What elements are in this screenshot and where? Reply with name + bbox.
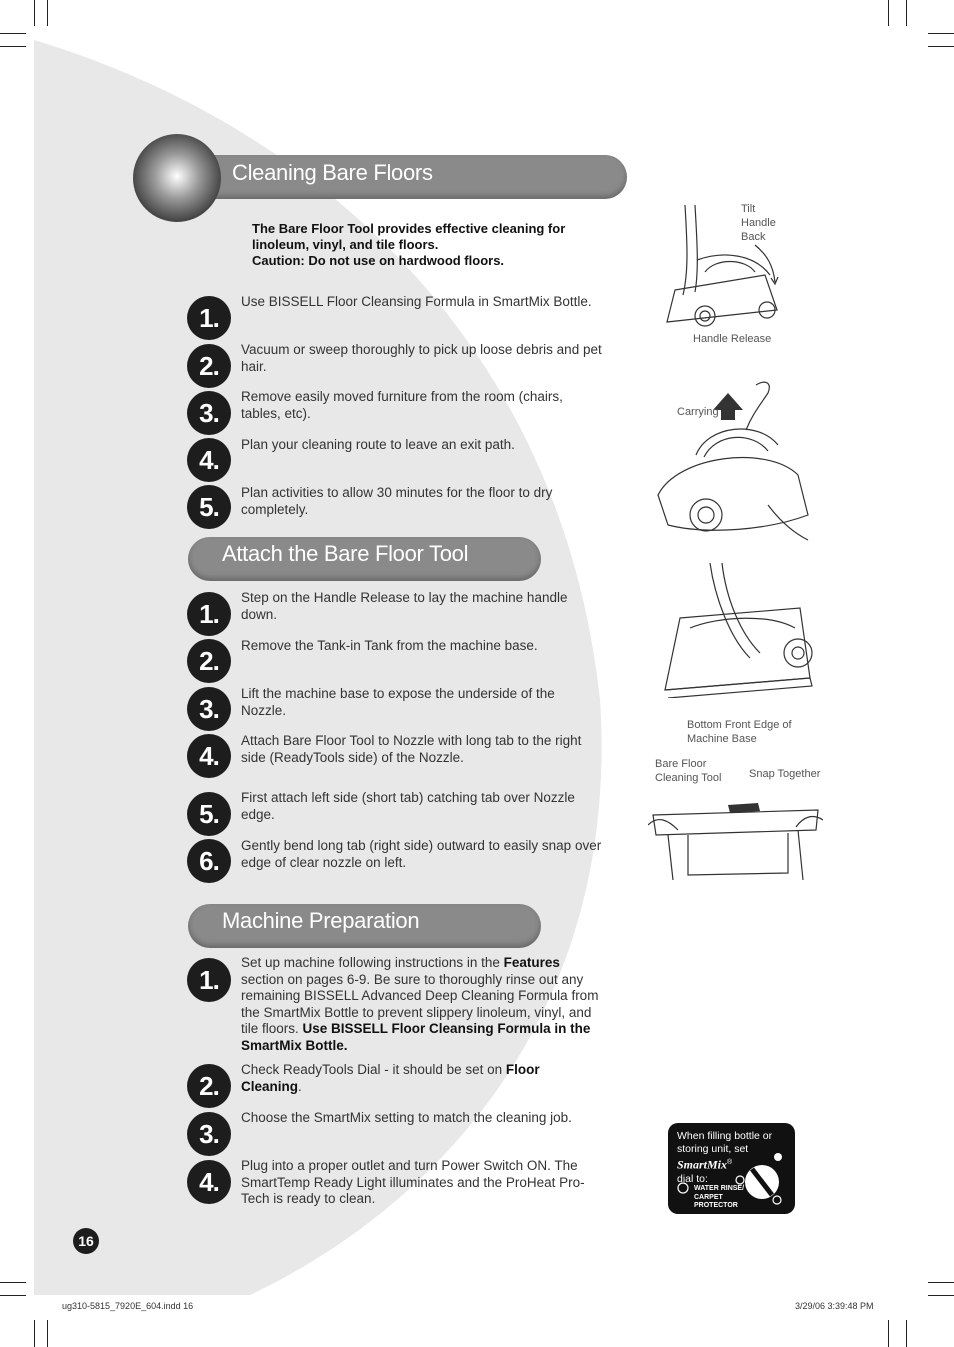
step-text: Plan activities to allow 30 minutes for the floor to dry completely. [241,485,553,517]
figure-label-line: Cleaning Tool [655,772,722,784]
step-text: Vacuum or sweep thoroughly to pick up loose debris and pet hair. [241,342,602,374]
machine-base-illustration [660,558,820,698]
intro-text [252,221,612,269]
figure-label-snap-together: Snap Together [749,768,821,780]
dial-setting-line: PROTECTOR [694,1202,738,1209]
step-number: 4. [187,438,231,482]
step-number: 5. [187,485,231,529]
step-text [241,955,599,1054]
step-text-bold: Use BISSELL Floor Cleansing Formula in the SmartMix Bottle. [241,1021,591,1053]
step-text-bold: Floor Cleaning [241,1062,540,1094]
step-number: 2. [187,344,231,388]
step-text: Gently bend long tab (right side) outward to easily snap over edge of clear nozzle on left. [241,838,602,870]
section-title: Attach the Bare Floor Tool [222,541,469,566]
footer-timestamp: 3/29/06 3:39:48 PM [795,1301,874,1311]
page-number: 16 [73,1228,99,1254]
step-number: 4. [187,1160,231,1204]
step-number: 5. [187,792,231,836]
step-number: 6. [187,839,231,883]
step-number: 3. [187,1112,231,1156]
intro-statement: The Bare Floor Tool provides effective cleaning for linoleum, vinyl, and tile floors. [252,221,566,252]
section-orb-icon [133,134,221,222]
step-text-part: Check ReadyTools Dial - it should be set on [241,1062,506,1077]
step-text-part: section on pages 6-9. Be sure to thoroughly rinse out any remaining BISSELL Advanced Deep Cleaning Formula from the SmartMix Bottle to prevent slippery linoleum, vinyl, and tile floors. [241,971,599,1036]
step-text: Remove the Tank-in Tank from the machine base. [241,638,538,653]
figure-label-line: Bare Floor [655,758,707,770]
step-text: Remove easily moved furniture from the room (chairs, tables, etc). [241,389,563,421]
step-text: Attach Bare Floor Tool to Nozzle with long tab to the right side (ReadyTools side) of the Nozzle. [241,733,582,765]
dial-setting-line: CARPET [694,1193,723,1201]
figure-label-tilt [741,202,776,244]
step-number: 3. [187,391,231,435]
step-number: 3. [187,687,231,731]
figure-label-carrying: Carrying [677,406,719,418]
step-text: Plan your cleaning route to leave an exit path. [241,437,515,452]
step-text-part: . [298,1078,302,1094]
section-title: Machine Preparation [222,908,420,933]
smartmix-dial-icon [674,1153,792,1211]
dial-line: When filling bottle or storing unit, set [677,1130,773,1155]
step-text-part: Set up machine following instructions in the [241,955,504,970]
step-number: 1. [187,958,231,1002]
step-text: Use BISSELL Floor Cleansing Formula in SmartMix Bottle. [241,294,592,309]
step-text: Choose the SmartMix setting to match the cleaning job. [241,1110,572,1125]
step-text: First attach left side (short tab) catching tab over Nozzle edge. [241,790,575,822]
step-number: 1. [187,592,231,636]
carrying-illustration [648,375,813,547]
figure-label-line: Machine Base [687,733,757,745]
step-text: Plug into a proper outlet and turn Power Switch ON. The SmartTemp Ready Light illuminates and the ProHeat Pro-Tech is ready to clean. [241,1158,585,1206]
smartmix-dial-callout [668,1123,795,1214]
caution-text: Caution: Do not use on hardwood floors. [252,253,505,268]
dial-line: dial to: [677,1172,708,1185]
step-text-bold: Features [503,955,560,970]
snap-together-illustration [648,785,823,885]
figure-label-bottom-edge [687,718,792,746]
figure-label-line: Tilt [741,203,756,215]
figure-label-line: Bottom Front Edge of [687,719,792,731]
step-text: Lift the machine base to expose the underside of the Nozzle. [241,686,555,718]
step-number: 2. [187,639,231,683]
figure-label-line: Back [741,231,766,243]
dial-setting-line: WATER RINSE/ [694,1185,745,1192]
footer-file: ug310-5815_7920E_604.indd 16 [62,1301,194,1311]
step-text: Step on the Handle Release to lay the machine handle down. [241,590,568,622]
section-title: Cleaning Bare Floors [232,160,433,185]
registered-mark: ® [727,1159,733,1166]
step-number: 4. [187,734,231,778]
figure-label-handle-release: Handle Release [693,333,772,345]
smartmix-brand: SmartMix [677,1157,728,1172]
figure-label-line: Handle [741,217,776,229]
step-number: 1. [187,296,231,340]
step-number: 2. [187,1064,231,1108]
figure-label-bare-floor-tool [655,757,721,785]
step-text [241,1062,603,1095]
